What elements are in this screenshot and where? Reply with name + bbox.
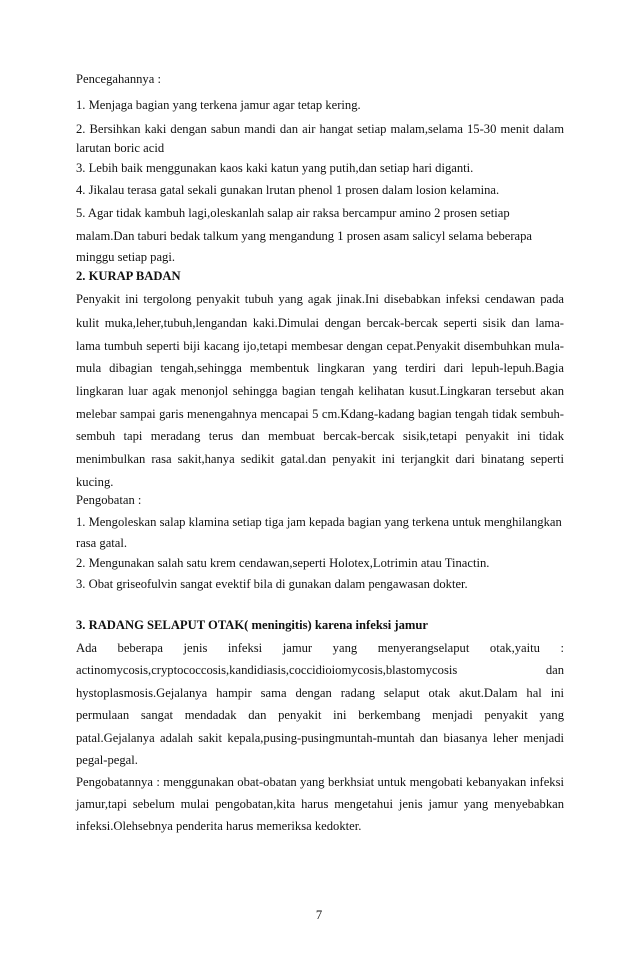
text-line: jamur,tapi sebelum mulai pengobatan,kita harus mengetahui jenis jamur yang menyebabkan <box>76 797 564 811</box>
text-line: larutan boric acid <box>76 141 165 155</box>
text-line: melebar sampai garis menengahnya mencapai 5 cm.Kdang-kadang bagian tengah tidak sembuh- <box>76 407 564 421</box>
text-line: Pengobatannya : menggunakan obat-obatan yang berkhsiat untuk mengobati kebanyakan infeksi <box>76 775 564 789</box>
text-line: permulaan sangat mendadak dan penyakit ini berkembang menjadi penyakit yang <box>76 708 564 722</box>
section-heading: 2. KURAP BADAN <box>76 269 181 283</box>
text-line: 4. Jikalau terasa gatal sekali gunakan lrutan phenol 1 prosen dalam losion kelamina. <box>76 183 500 197</box>
text-line: Penyakit ini tergolong penyakit tubuh yang agak jinak.Ini disebabkan infeksi cendawan pada <box>76 292 564 306</box>
text-line: patal.Gejalanya adalah sakit kepala,pusing-pusingmuntah-muntah dan biasanya leher menjadi <box>76 731 564 745</box>
section-heading: 3. RADANG SELAPUT OTAK( meningitis) karena infeksi jamur <box>76 618 428 632</box>
text-line: infeksi.Olehsebnya penderita harus memeriksa kedokter. <box>76 819 362 833</box>
text-line: lingkaran luar agak menonjol sehingga bagian tengah kelihatan kusut.Lingkaran tersebut akan <box>76 384 564 398</box>
text-line: Pengobatan : <box>76 493 142 507</box>
text-line: mula dibagian tengah,sehingga membentuk lingkaran yang terdiri dari lepuh-lepuh.Bagia <box>76 361 564 375</box>
text-line: rasa gatal. <box>76 536 128 550</box>
text-line: 1. Menjaga bagian yang terkena jamur agar tetap kering. <box>76 98 361 112</box>
text-line: hystoplasmosis.Gejalanya hampir sama dengan radang selaput otak akut.Dalam hal ini <box>76 686 564 700</box>
text-line: minggu setiap pagi. <box>76 250 175 264</box>
text-line: menimbulkan rasa sakit,hanya sedikit gatal.dan penyakit ini terjangkit dari binatang seperti <box>76 452 564 466</box>
text-line: lama tumbuh seperti biji kacang ijo,tetapi membesar dengan cepat.Penyakit disembuhkan mula- <box>76 339 564 353</box>
page-number: 7 <box>315 908 323 922</box>
text-line: 2. Bersihkan kaki dengan sabun mandi dan air hangat setiap malam,selama 15-30 menit dalam <box>76 122 564 136</box>
text-line: 3. Obat griseofulvin sangat evektif bila di gunakan dalam pengawasan dokter. <box>76 577 468 591</box>
text-line: 5. Agar tidak kambuh lagi,oleskanlah salap air raksa bercampur amino 2 prosen setiap <box>76 206 510 220</box>
text-line: sembuh tapi meradang terus dan membuat bercak-bercak sisik,tetapi penyakit ini tidak <box>76 429 564 443</box>
text-line: malam.Dan taburi bedak talkum yang mengandung 1 prosen asam salicyl selama beberapa <box>76 229 533 243</box>
text-line: pegal-pegal. <box>76 753 138 767</box>
text-line: actinomycosis,cryptococcosis,kandidiasis,coccidioiomycosis,blastomycosis dan <box>76 663 564 677</box>
text-line: Ada beberapa jenis infeksi jamur yang menyerangselaput otak,yaitu : <box>76 641 564 655</box>
text-line: 1. Mengoleskan salap klamina setiap tiga jam kepada bagian yang terkena untuk menghilangkan <box>76 515 562 529</box>
text-line: Pencegahannya : <box>76 72 161 86</box>
text-line: kucing. <box>76 475 114 489</box>
text-line: 3. Lebih baik menggunakan kaos kaki katun yang putih,dan setiap hari diganti. <box>76 161 474 175</box>
text-line: kulit muka,leher,tubuh,lengandan kaki.Dimulai dengan bercak-bercak seperti sisik dan lama- <box>76 316 564 330</box>
text-line: 2. Mengunakan salah satu krem cendawan,seperti Holotex,Lotrimin atau Tinactin. <box>76 556 490 570</box>
